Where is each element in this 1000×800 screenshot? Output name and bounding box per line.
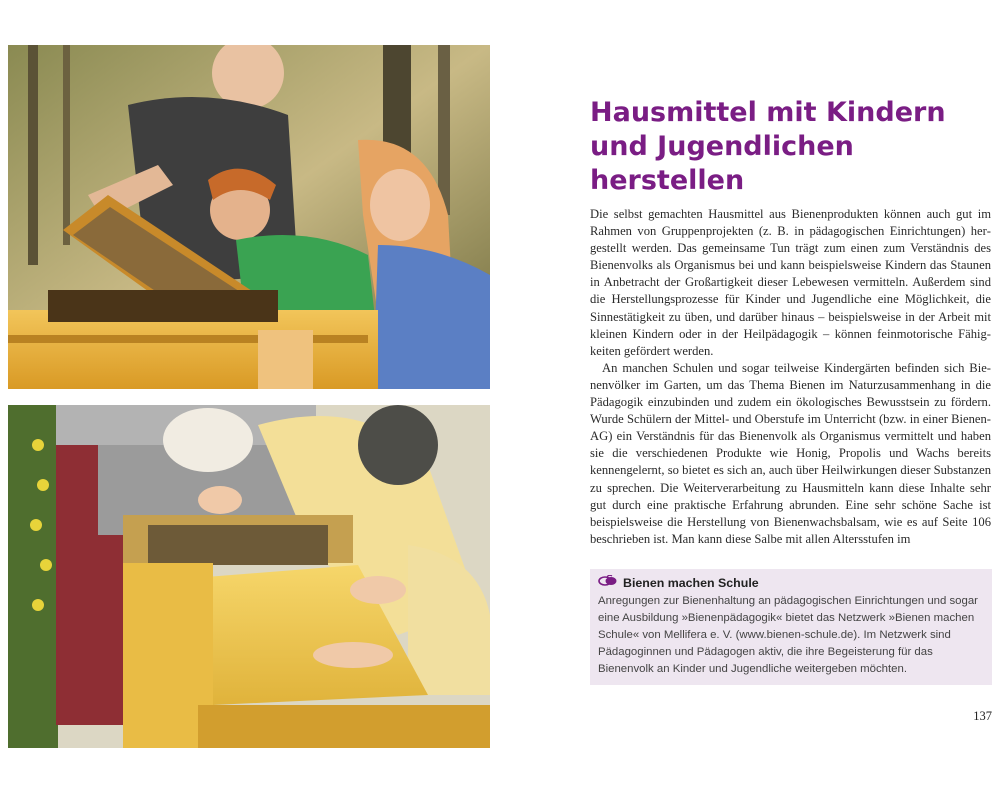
page-title: Hausmittel mit Kindern und Jugendlichen herstellen [590, 97, 946, 196]
info-box-text: Anregungen zur Bienenhaltung an pädagogischen Einrichtungen und sogar eine Ausbildung »Bienenpädagogik« bietet das Netzwerk »Bienen machen Schule« von Mellifera e. V. (www.bienen-schule.de). Im Netzwerk sind Pädagoginnen und Pädagogen aktiv, die ihre Begeisterung für das Bienenvolk an Kinder und Jugendliche weitergeben möchten. [598, 595, 978, 675]
photo-beekeeper-with-children [8, 45, 490, 389]
info-box-title [598, 575, 984, 590]
paragraph: Die selbst gemachten Hausmittel aus Bienenprodukten können auch gut im Rahmen von Gruppenprojekten (z. B. in pädagogischen Einrichtungen) hergestellt werden. Das gemeinsame Tun trägt zum einen zum Verständnis des Bienenvolks als Organismus bei und kann beispielsweise Kindern das Staunen in Anbetracht der Großartigkeit dieser Lebewesen vermitteln. Außerdem sind die Herstellungsprozesse für Kinder und Jugendliche eine Möglichkeit, die Sinnestätigkeit zu üben, und darüber hinaus – beispielsweise in der Arbeit mit kleinen Kindern oder in der Heilpädagogik – können feinmotorische Fähigkeiten gefördert werden. [590, 207, 991, 358]
photo-children-at-hive [8, 405, 490, 748]
page-number: 137 [973, 709, 992, 723]
bee-icon [598, 575, 618, 590]
info-box [590, 569, 992, 685]
body-text [590, 206, 991, 548]
info-box-title-text: Bienen machen Schule [623, 575, 759, 590]
paragraph: An manchen Schulen und sogar teilweise Kindergärten befinden sich Bienenvölker im Garten, um das Thema Bienen im Naturzusammenhang in die Pädagogik einzubinden und zudem ein ökologisches Bewusstsein zu fördern. Wurde Schülern der Mittel- und Oberstufe im Unterricht (bzw. in einer Bienen-AG) ein Verständnis für das Bienenvolk als Organismus vermittelt und haben sie die verschiedenen Produkte wie Honig, Propolis und Wachs bereits kennengelernt, so bietet es sich an, auch über Heilwirkungen dieser Substanzen zu sprechen. Die Weiterverarbeitung zu Hausmitteln kann diese Inhalte sehr gut durch eine praktische Erfahrung abrunden. Eine sehr schöne Sache ist beispielsweise die Herstellung von Bienenwachsbalsam, wie es auf Seite 106 beschrieben ist. Man kann diese Salbe mit allen Altersstufen im [590, 360, 991, 546]
